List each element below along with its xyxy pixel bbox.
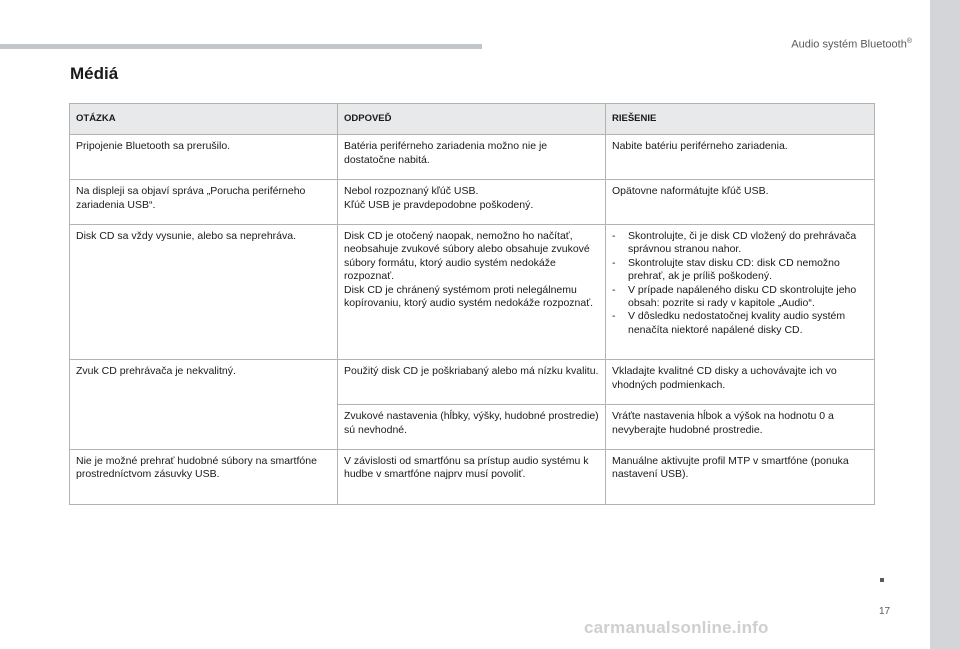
- table-header-row: [70, 104, 875, 135]
- section-label: Audio systém Bluetooth®: [791, 38, 912, 51]
- column-header-question: OTÁZKA: [70, 104, 338, 135]
- answer-line: Nebol rozpoznaný kľúč USB.: [344, 185, 479, 198]
- answer-line: Kľúč USB je pravdepodobne poškodený.: [344, 198, 534, 211]
- question-cell: Nie je možné prehrať hudobné súbory na smartfóne prostredníctvom zásuvky USB.: [70, 449, 338, 504]
- answer-cell: Použitý disk CD je poškriabaný alebo má nízku kvalitu.: [338, 360, 606, 405]
- answer-line: Disk CD je chránený systémom proti nelegálnemu kopírovaniu, ktorý audio systém nedokáže rozpoznať.: [344, 283, 594, 310]
- answer-cell: V závislosti od smartfónu sa prístup audio systému k hudbe v smartfóne najprv musí povoliť.: [338, 449, 606, 504]
- question-cell: Disk CD sa vždy vysunie, alebo sa neprehráva.: [70, 225, 338, 360]
- bullet-dash: -: [612, 283, 616, 296]
- solution-bullet: - V dôsledku nedostatočnej kvality audio systém nenačíta niektoré napálené disky CD.: [612, 310, 846, 336]
- page-title: Médiá: [70, 64, 119, 83]
- table-row: [70, 360, 875, 405]
- watermark: carmanualsonline.info: [584, 618, 769, 637]
- solution-cell: Vráťte nastavenia hĺbok a výšok na hodnotu 0 a nevyberajte hudobné prostredie.: [606, 405, 875, 450]
- column-header-solution: RIEŠENIE: [606, 104, 875, 135]
- question-cell: Zvuk CD prehrávača je nekvalitný.: [70, 360, 338, 450]
- answer-cell: Zvukové nastavenia (hĺbky, výšky, hudobné prostredie) sú nevhodné.: [338, 405, 606, 450]
- page-edge-tab: [930, 0, 960, 649]
- solution-cell: Manuálne aktivujte profil MTP v smartfóne (ponuka nastavení USB).: [606, 449, 875, 504]
- table-row: [70, 180, 875, 225]
- page-marker: [880, 578, 884, 582]
- header-rule: [0, 44, 482, 49]
- answer-cell: [338, 225, 606, 360]
- solution-bullet: - V prípade napáleného disku CD skontrolujte jeho obsah: pozrite si rady v kapitole „Audio“.: [612, 283, 857, 310]
- page-number: 17: [879, 606, 891, 617]
- bullet-dash: -: [612, 256, 616, 269]
- bullet-dash: -: [612, 310, 616, 323]
- column-header-answer: ODPOVEĎ: [338, 104, 606, 135]
- solution-cell: [606, 225, 875, 360]
- solution-cell: Opätovne naformátujte kľúč USB.: [606, 180, 875, 225]
- table-row: [70, 225, 875, 360]
- solution-bullet: - Skontrolujte stav disku CD: disk CD nemožno prehrať, ak je príliš poškodený.: [612, 256, 840, 283]
- answer-cell: [338, 180, 606, 225]
- question-cell: Pripojenie Bluetooth sa prerušilo.: [70, 135, 338, 180]
- question-cell: Na displeji sa objaví správa „Porucha periférneho zariadenia USB“.: [70, 180, 338, 225]
- troubleshooting-table: [69, 103, 875, 505]
- answer-line: Disk CD je otočený naopak, nemožno ho načítať, neobsahuje zvukové súbory alebo obsahuje zvukové súbory formátu, ktorý audio systém nedokáže rozpoznať.: [344, 230, 590, 283]
- solution-cell: Nabite batériu periférneho zariadenia.: [606, 135, 875, 180]
- answer-cell: Batéria periférneho zariadenia možno nie je dostatočne nabitá.: [338, 135, 606, 180]
- solution-bullet: - Skontrolujte, či je disk CD vložený do prehrávača správnou stranou nahor.: [612, 230, 857, 256]
- table-row: [70, 135, 875, 180]
- table-row: [70, 449, 875, 504]
- solution-cell: Vkladajte kvalitné CD disky a uchovávajte ich vo vhodných podmienkach.: [606, 360, 875, 405]
- bullet-dash: -: [612, 230, 616, 243]
